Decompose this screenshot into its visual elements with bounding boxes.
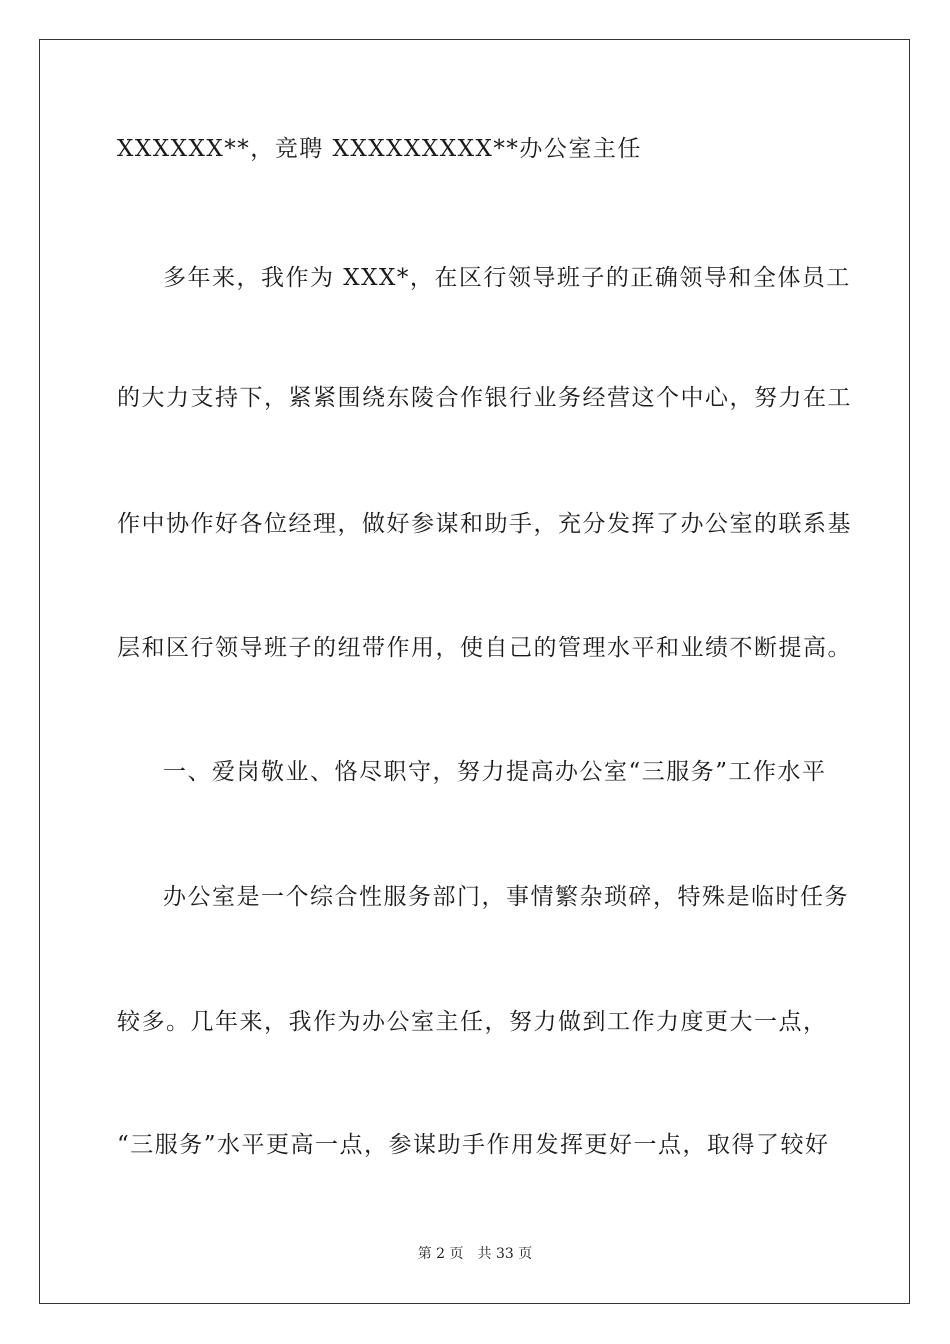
section-heading: 一、爱岗敬业、恪尽职守，努力提高办公室“三服务”工作水平: [163, 759, 827, 785]
text-line: XXXXXX**，竞聘 XXXXXXXXX**办公室主任: [117, 136, 642, 162]
text-line: 层和区行领导班子的纽带作用，使自己的管理水平和业绩不断提高。: [117, 635, 852, 661]
paragraph-first-line: 办公室是一个综合性服务部门，事情繁杂琐碎，特殊是临时任务: [163, 884, 849, 910]
text-line: 的大力支持下，紧紧围绕东陵合作银行业务经营这个中心，努力在工: [117, 385, 852, 411]
text-line: 作中协作好各位经理，做好参谋和助手，充分发挥了办公室的联系基: [117, 511, 852, 537]
page-footer: [0, 1244, 950, 1264]
page-frame: [39, 39, 910, 1304]
page-total: 共 33 页: [477, 1246, 533, 1262]
paragraph-first-line: 多年来，我作为 XXX*，在区行领导班子的正确领导和全体员工: [163, 265, 851, 291]
page-number: 第 2 页: [417, 1246, 464, 1262]
text-line: “三服务”水平更高一点，参谋助手作用发挥更好一点，取得了较好: [117, 1132, 830, 1158]
text-line: 较多。几年来，我作为办公室主任，努力做到工作力度更大一点，: [117, 1009, 828, 1035]
